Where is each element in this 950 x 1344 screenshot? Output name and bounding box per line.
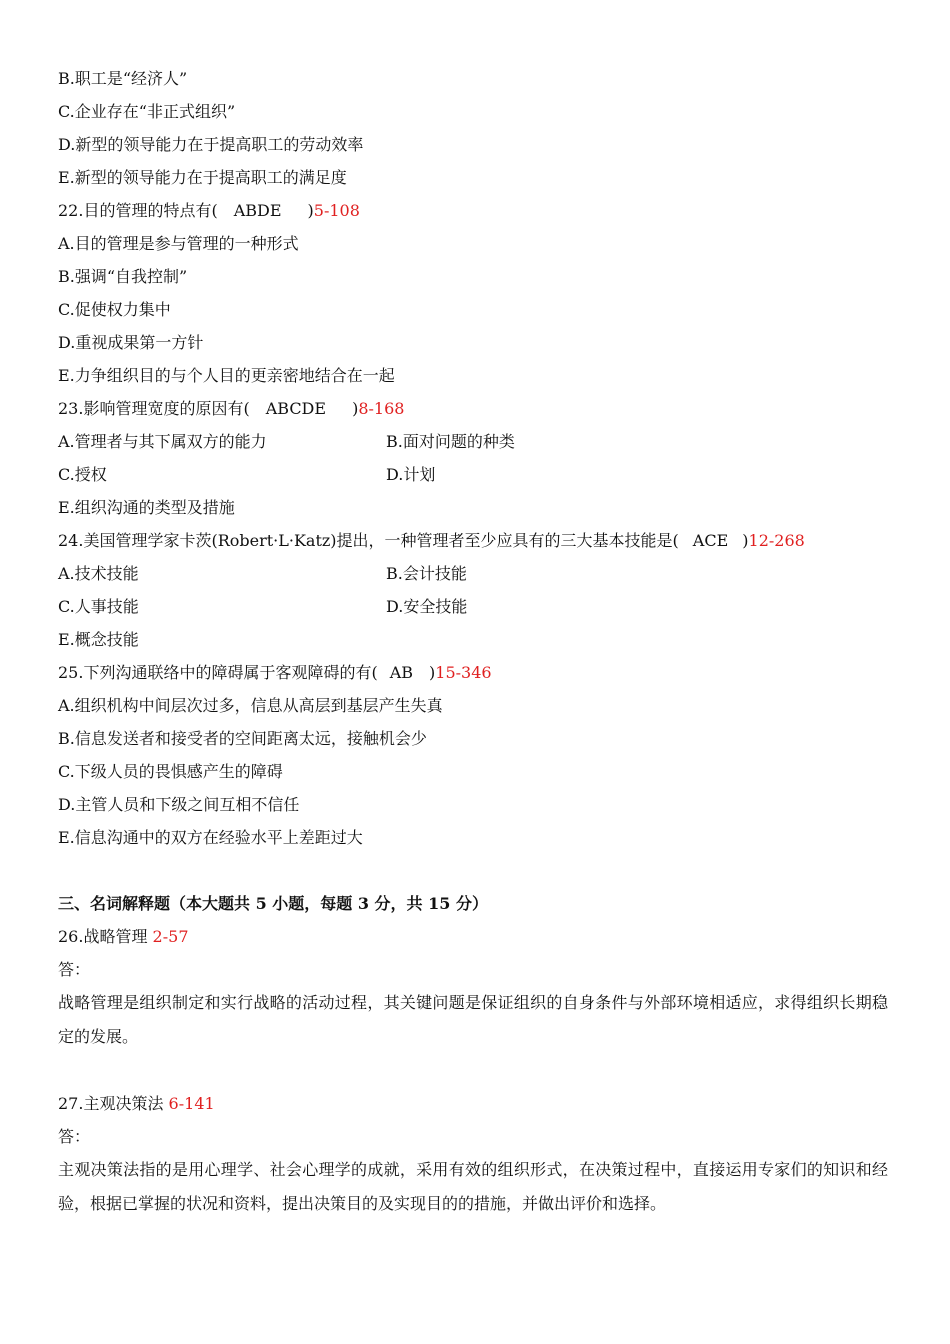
q24-option-e: E.概念技能	[58, 630, 139, 649]
q22-page-ref: 5-108	[313, 201, 360, 220]
q24-stem-close: )	[742, 531, 749, 550]
q21-option-c: C.企业存在“非正式组织”	[58, 102, 236, 121]
q22-answer: ABDE	[233, 201, 282, 220]
q22-option-c: C.促使权力集中	[58, 300, 171, 319]
q21-option-d: D.新型的领导能力在于提高职工的劳动效率	[58, 135, 364, 154]
q25-option-e: E.信息沟通中的双方在经验水平上差距过大	[58, 828, 363, 847]
q27-answer-label: 答：	[58, 1127, 91, 1146]
q22-option-d: D.重视成果第一方针	[58, 333, 204, 352]
q24-page-ref: 12-268	[748, 531, 805, 550]
q25-option-b: B.信息发送者和接受者的空间距离太远，接触机会少	[58, 729, 427, 748]
q24-stem	[58, 524, 888, 557]
section-3-title: 三、名词解释题（本大题共 5 小题，每题 3 分，共 15 分）	[58, 894, 488, 913]
q26-spacer	[58, 1054, 888, 1087]
q24-option-a: A.技术技能	[58, 564, 139, 583]
q23-options-row-2	[58, 458, 888, 491]
q23-stem	[58, 392, 888, 425]
q23-option-b: B.面对问题的种类	[386, 432, 515, 451]
q26-page-ref: 2-57	[152, 927, 189, 946]
q24-option-d: D.安全技能	[386, 597, 468, 616]
q22-stem	[58, 194, 888, 227]
q26-term: 26.战略管理	[58, 927, 153, 946]
q23-stem-text: 23.影响管理宽度的原因有(	[58, 399, 250, 418]
q24-stem-text: 24.美国管理学家卡茨(Robert·L·Katz)提出，一种管理者至少应具有的三大基本技能是(	[58, 531, 679, 550]
q24-option-c: C.人事技能	[58, 597, 139, 616]
q26-answer-text: 战略管理是组织制定和实行战略的活动过程，其关键问题是保证组织的自身条件与外部环境相适应，求得组织长期稳定的发展。	[58, 993, 888, 1046]
q25-option-c: C.下级人员的畏惧感产生的障碍	[58, 762, 283, 781]
q26-answer-label: 答：	[58, 960, 91, 979]
q25-stem-close: )	[429, 663, 436, 682]
q22-option-a: A.目的管理是参与管理的一种形式	[58, 234, 299, 253]
q23-option-c: C.授权	[58, 465, 107, 484]
q22-stem-close: )	[307, 201, 314, 220]
q24-options-row-1	[58, 557, 888, 590]
q27-page-ref: 6-141	[168, 1094, 215, 1113]
q24-option-b: B.会计技能	[386, 564, 467, 583]
q27-term: 27.主观决策法	[58, 1094, 169, 1113]
q23-options-row-1	[58, 425, 888, 458]
q23-stem-close: )	[352, 399, 359, 418]
q27-title	[58, 1087, 888, 1120]
q21-option-b: B.职工是“经济人”	[58, 69, 188, 88]
section-spacer	[58, 854, 888, 887]
q25-answer: AB	[389, 663, 414, 682]
q25-stem-text: 25.下列沟通联络中的障碍属于客观障碍的有(	[58, 663, 378, 682]
q22-option-e: E.力争组织目的与个人目的更亲密地结合在一起	[58, 366, 395, 385]
q23-option-a: A.管理者与其下属双方的能力	[58, 432, 267, 451]
q26-title	[58, 920, 888, 953]
exam-page	[58, 62, 888, 1221]
q25-page-ref: 15-346	[435, 663, 492, 682]
q27-answer-text: 主观决策法指的是用心理学、社会心理学的成就，采用有效的组织形式，在决策过程中，直接运用专家们的知识和经验，根据已掌握的状况和资料，提出决策目的及实现目的的措施，并做出评价和选择。	[58, 1160, 888, 1213]
q24-options-row-2	[58, 590, 888, 623]
q22-stem-text: 22.目的管理的特点有(	[58, 201, 218, 220]
q25-option-a: A.组织机构中间层次过多，信息从高层到基层产生失真	[58, 696, 443, 715]
q25-stem	[58, 656, 888, 689]
q23-option-e: E.组织沟通的类型及措施	[58, 498, 235, 517]
q23-answer: ABCDE	[265, 399, 327, 418]
q25-option-d: D.主管人员和下级之间互相不信任	[58, 795, 300, 814]
q23-page-ref: 8-168	[358, 399, 405, 418]
q24-answer: ACE	[692, 531, 729, 550]
q21-option-e: E.新型的领导能力在于提高职工的满足度	[58, 168, 347, 187]
q22-option-b: B.强调“自我控制”	[58, 267, 188, 286]
q23-option-d: D.计划	[386, 465, 436, 484]
